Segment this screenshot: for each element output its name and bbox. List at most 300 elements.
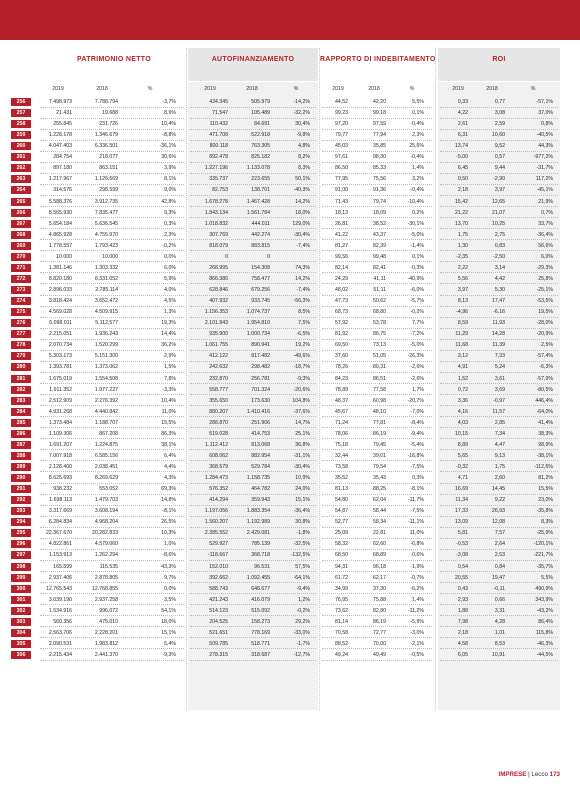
table-cell: 0,3%	[164, 220, 176, 227]
table-cell: -7,2%	[410, 331, 424, 338]
table-cell: -977,2%	[533, 154, 553, 161]
table-cell: 2,85	[494, 419, 505, 426]
table-cell: 1.479.703	[94, 497, 118, 504]
rank-badge: 271	[11, 264, 31, 272]
table-cell: -2,50	[493, 253, 505, 260]
table-cell: 1.224.875	[94, 441, 118, 448]
table-cell: 3,61	[494, 375, 505, 382]
rank-badge: 267	[11, 220, 31, 228]
table-cell: -6,3%	[539, 364, 553, 371]
table-cell: 18,0%	[161, 618, 176, 625]
table-cell: 359.943	[251, 497, 270, 504]
table-cell: 15,42	[455, 198, 468, 205]
table-cell: 2.785.114	[95, 287, 118, 294]
table-cell: 47,73	[335, 298, 348, 305]
table-cell: -31,1%	[293, 452, 310, 459]
group-title-indebitamento: RAPPORTO DI INDEBITAMENTO	[320, 56, 436, 63]
table-cell: 883.815	[251, 242, 270, 249]
table-cell: 0,57	[494, 154, 505, 161]
table-cell: 0,72	[457, 386, 468, 393]
table-cell: 3.317.669	[48, 508, 72, 515]
table-cell: 8.565.930	[48, 209, 72, 216]
table-cell: 2,5%	[541, 342, 553, 349]
rank-badge: 296	[11, 540, 31, 548]
group-title-roi: ROI	[492, 56, 506, 63]
table-cell: 701.324	[251, 386, 270, 393]
table-cell: -2,1%	[410, 640, 424, 647]
table-cell: 2,60	[494, 475, 505, 482]
table-cell: 81,2%	[538, 475, 553, 482]
table-cell: 8.625.693	[48, 475, 72, 482]
table-cell: -0,4%	[410, 154, 424, 161]
table-cell: 1.373.484	[48, 419, 72, 426]
table-cell: 1,30	[457, 242, 468, 249]
table-cell: 38,1%	[161, 441, 176, 448]
table-cell: 890.941	[251, 342, 270, 349]
table-cell: 4,03	[457, 419, 468, 426]
table-cell: 76,95	[335, 596, 348, 603]
rank-badge: 272	[11, 275, 31, 283]
table-cell: -5,0%	[410, 342, 424, 349]
table-cell: 2,9%	[164, 353, 176, 360]
table-cell: 10.000	[102, 253, 118, 260]
rank-badge: 286	[11, 430, 31, 438]
table-cell: 75,56	[373, 176, 386, 183]
table-cell: 1.911.352	[49, 386, 72, 393]
table-cell: 1.112.412	[205, 441, 228, 448]
table-cell: 62,04	[373, 497, 386, 504]
rank-badge: 261	[11, 153, 31, 161]
rank-badge: 266	[11, 209, 31, 217]
table-cell: 10.000	[56, 253, 72, 260]
table-cell: -18,7%	[293, 364, 310, 371]
table-cell: 61,72	[335, 574, 348, 581]
table-cell: 154.308	[251, 264, 270, 271]
table-cell: 8.269.629	[94, 475, 118, 482]
table-cell: 86,4%	[538, 618, 553, 625]
rank-badge: 284	[11, 408, 31, 416]
table-cell: 1,75	[457, 231, 468, 238]
table-cell: 414.294	[209, 497, 228, 504]
table-cell: 218.077	[99, 154, 118, 161]
rank-badge: 288	[11, 452, 31, 460]
table-cell: 4,22	[457, 110, 468, 117]
table-cell: 10,4%	[161, 397, 176, 404]
table-cell: 4,0%	[164, 287, 176, 294]
table-cell: 529.927	[209, 541, 228, 548]
table-cell: 9,22	[494, 497, 505, 504]
table-cell: 91,36	[373, 187, 386, 194]
group-divider	[319, 48, 320, 710]
table-cell: 53,78	[373, 320, 386, 327]
table-cell: 416.079	[251, 596, 270, 603]
table-cell: 86,19	[373, 618, 386, 625]
table-cell: -0,2%	[296, 607, 310, 614]
table-cell: -32,2%	[293, 110, 310, 117]
table-cell: 2,59	[494, 121, 505, 128]
table-cell: 6,05	[457, 652, 468, 658]
rank-badge: 275	[11, 308, 31, 316]
table-cell: 1.883.354	[246, 508, 270, 515]
table-cell: -14,2%	[293, 99, 310, 105]
table-cell: 421.243	[209, 596, 228, 603]
table-cell: -120,1%	[533, 541, 553, 548]
table-cell: 933.745	[251, 298, 270, 305]
table-cell: 1.534.916	[48, 607, 72, 614]
table-cell: 4,47	[494, 441, 505, 448]
table-cell: 2,64	[494, 541, 505, 548]
table-cell: 2.038.451	[94, 463, 118, 470]
table-cell: 43,37	[373, 231, 386, 238]
table-cell: 81,13	[335, 486, 348, 493]
table-cell: 58,34	[373, 519, 386, 526]
table-cell: 82,41	[373, 264, 386, 271]
table-cell: -0,97	[493, 397, 505, 404]
column-header: %	[147, 86, 153, 92]
table-row	[0, 495, 580, 505]
table-cell: 1.262.294	[94, 552, 118, 559]
table-cell: 368.718	[251, 552, 270, 559]
table-cell: 30,8%	[295, 519, 310, 526]
table-cell: 84.691	[254, 121, 270, 128]
rank-badge: 303	[11, 618, 31, 626]
table-row	[0, 163, 580, 173]
rank-badge: 298	[11, 563, 31, 571]
table-row	[0, 208, 580, 218]
table-cell: 6.284.834	[48, 519, 72, 526]
table-cell: 7,98	[457, 618, 468, 625]
table-cell: 71.547	[212, 110, 228, 117]
table-cell: 3,97	[494, 187, 505, 194]
table-cell: 115,8%	[535, 629, 553, 636]
table-cell: 72,77	[373, 629, 386, 636]
table-cell: -35,7%	[536, 563, 553, 570]
rank-badge: 270	[11, 253, 31, 261]
table-cell: 86,3%	[161, 430, 176, 437]
table-cell: 82.753	[212, 187, 228, 194]
table-cell: 2.070.734	[48, 342, 72, 349]
table-cell: 368.579	[209, 463, 228, 470]
table-cell: 3.652.472	[94, 298, 118, 305]
table-cell: 4,28	[494, 618, 505, 625]
footer-brand: IMPRESE	[498, 771, 527, 778]
table-cell: 12,08	[492, 519, 505, 526]
table-cell: -2,90	[493, 176, 505, 183]
table-cell: -5,0%	[410, 231, 424, 238]
table-cell: 13,70	[455, 220, 468, 227]
table-cell: 6,45	[457, 165, 468, 172]
table-cell: 37,0%	[538, 110, 553, 117]
table-cell: -7,4%	[296, 287, 310, 294]
rank-badge: 273	[11, 286, 31, 294]
table-cell: -221,7%	[533, 552, 553, 559]
table-cell: 4.931.268	[48, 408, 72, 415]
table-cell: 471.708	[209, 132, 228, 139]
table-cell: 86,19	[373, 430, 386, 437]
table-cell: 48,37	[335, 397, 348, 404]
row-separator	[440, 660, 558, 661]
table-cell: 14,7%	[295, 419, 310, 426]
table-cell: 138.701	[251, 187, 270, 194]
table-cell: 5,5%	[412, 99, 424, 105]
table-cell: 1.156.353	[204, 309, 228, 316]
table-cell: 996.072	[99, 607, 118, 614]
table-cell: 519.028	[209, 430, 228, 437]
table-cell: 4,4%	[164, 463, 176, 470]
table-cell: 2.896.033	[48, 287, 72, 294]
table-cell: 4.822.861	[48, 541, 72, 548]
table-row	[0, 108, 580, 118]
table-cell: 4.755.970	[94, 231, 118, 238]
table-cell: 77,95	[335, 176, 348, 183]
table-cell: 20.282.833	[92, 530, 118, 537]
table-cell: 33,7%	[538, 220, 553, 227]
table-cell: 21,22	[455, 209, 468, 216]
table-cell: 11,34	[455, 497, 468, 504]
rank-badge: 268	[11, 231, 31, 239]
table-cell: 15,1%	[161, 629, 176, 636]
table-cell: 2.128.400	[48, 463, 72, 470]
table-cell: 2.101.843	[204, 320, 228, 327]
table-cell: 6.336.501	[94, 143, 118, 150]
table-cell: 73,62	[335, 607, 348, 614]
table-cell: -26,3%	[407, 353, 424, 360]
table-cell: 85,33	[373, 165, 386, 172]
table-cell: 56,6%	[538, 242, 553, 249]
table-row	[0, 141, 580, 151]
table-cell: 897.180	[53, 165, 72, 172]
table-cell: 22,81	[373, 530, 386, 537]
table-cell: 38,3%	[538, 430, 553, 437]
table-cell: 2.441.370	[94, 652, 118, 658]
table-cell: 8,89	[457, 441, 468, 448]
group-divider	[435, 48, 436, 710]
table-cell: 2.090.531	[48, 640, 72, 647]
table-cell: -1,7%	[296, 640, 310, 647]
table-cell: 22.367.670	[46, 530, 72, 537]
table-cell: 5,56	[457, 275, 468, 282]
table-cell: 7,33	[494, 353, 505, 360]
table-cell: 14,28	[492, 331, 505, 338]
table-cell: 30,4%	[295, 121, 310, 128]
table-cell: 778.169	[251, 629, 270, 636]
table-cell: 48,10	[373, 408, 386, 415]
table-cell: 2,53	[494, 552, 505, 559]
table-cell: -6,5%	[296, 331, 310, 338]
header-bg-autofin	[188, 48, 318, 81]
table-cell: 2,93	[457, 596, 468, 603]
table-cell: 3.912.735	[94, 198, 118, 205]
table-cell: -8,8%	[162, 132, 176, 139]
table-row	[0, 241, 580, 251]
table-cell: 2,22	[457, 264, 468, 271]
rank-badge: 280	[11, 363, 31, 371]
table-cell: 0,3%	[412, 475, 424, 482]
table-cell: -4,96	[456, 309, 468, 316]
table-cell: -7,4%	[296, 242, 310, 249]
table-cell: 7,34	[494, 430, 505, 437]
table-row	[0, 484, 580, 494]
table-row	[0, 307, 580, 317]
table-cell: 52,77	[335, 519, 348, 526]
table-row	[0, 396, 580, 406]
table-cell: 5.112.577	[95, 320, 118, 327]
rank-badge: 262	[11, 164, 31, 172]
table-cell: -30,1%	[407, 220, 424, 227]
table-row	[0, 562, 580, 572]
table-cell: 57,92	[335, 320, 348, 327]
table-row	[0, 418, 580, 428]
table-cell: 104,8%	[292, 397, 310, 404]
table-row	[0, 252, 580, 262]
rank-badge: 259	[11, 131, 31, 139]
table-cell: 86,75	[373, 331, 386, 338]
table-cell: 5.303.173	[48, 353, 72, 360]
table-cell: 36,2%	[161, 342, 176, 349]
table-cell: 11,0%	[161, 408, 176, 415]
table-cell: 314.576	[53, 187, 72, 194]
table-row	[0, 517, 580, 527]
table-cell: 355.650	[209, 397, 228, 404]
table-cell: 98,30	[373, 154, 386, 161]
table-cell: 8,3%	[298, 165, 310, 172]
table-cell: 2.215.051	[48, 331, 72, 338]
table-cell: 4.968.204	[94, 519, 118, 526]
table-row	[0, 606, 580, 616]
table-cell: 62,60	[373, 541, 386, 548]
table-cell: 255.845	[53, 121, 72, 128]
table-cell: 98,9%	[538, 441, 553, 448]
table-cell: -5,00	[456, 154, 468, 161]
table-cell: 4,3%	[164, 475, 176, 482]
table-cell: 9,44	[494, 165, 505, 172]
table-cell: 1.793.423	[94, 242, 118, 249]
table-cell: 78,06	[335, 430, 348, 437]
table-cell: 38,52	[373, 220, 386, 227]
table-cell: 50,1%	[295, 176, 310, 183]
table-cell: 54,87	[335, 508, 348, 515]
table-cell: 99,18	[373, 110, 386, 117]
header-bg-patrimonio	[44, 48, 184, 81]
row-separator	[322, 660, 432, 661]
table-cell: 490,9%	[535, 585, 553, 592]
table-cell: 35,43	[373, 475, 386, 482]
table-cell: 1.843.134	[204, 209, 228, 216]
table-cell: 1,4%	[412, 165, 424, 172]
column-header: 2019	[52, 86, 64, 92]
table-cell: 813.068	[251, 441, 270, 448]
rank-badge: 289	[11, 463, 31, 471]
table-cell: 115.535	[99, 563, 118, 570]
table-cell: 7,5%	[298, 320, 310, 327]
table-cell: 21.431	[56, 110, 72, 117]
table-cell: 12.768.855	[92, 585, 118, 592]
column-header: 2018	[486, 86, 498, 92]
table-cell: 82,80	[373, 607, 386, 614]
table-cell: 0,1%	[412, 110, 424, 117]
table-cell: 256.781	[251, 375, 270, 382]
table-cell: 4.440.842	[94, 408, 118, 415]
table-cell: 99,56	[335, 253, 348, 260]
table-cell: 521.651	[209, 629, 228, 636]
table-cell: 0,43	[457, 585, 468, 592]
table-cell: 77,58	[373, 386, 386, 393]
table-row	[0, 528, 580, 538]
rank-badge: 297	[11, 551, 31, 559]
table-cell: 86,50	[335, 165, 348, 172]
table-cell: 628.846	[209, 287, 228, 294]
table-cell: -57,9%	[536, 375, 553, 382]
table-cell: -53,5%	[536, 298, 553, 305]
table-cell: 29,2%	[295, 618, 310, 625]
table-cell: 25,09	[335, 530, 348, 537]
table-cell: 58,44	[373, 508, 386, 515]
table-cell: 84,23	[335, 375, 348, 382]
table-cell: 58,32	[335, 541, 348, 548]
table-cell: -5,9%	[410, 618, 424, 625]
table-cell: -12,7%	[293, 652, 310, 658]
table-cell: 1,5%	[164, 364, 176, 371]
table-cell: 24,29	[335, 275, 348, 282]
table-cell: 4,5%	[164, 298, 176, 305]
table-cell: -57,1%	[536, 99, 553, 105]
table-cell: 882.954	[251, 452, 270, 459]
table-cell: -0,2%	[162, 242, 176, 249]
table-cell: 30,6%	[161, 154, 176, 161]
table-cell: 553.052	[99, 486, 118, 493]
table-cell: 5.151.300	[94, 353, 118, 360]
table-cell: 515.092	[251, 607, 270, 614]
table-cell: 36,8%	[295, 441, 310, 448]
table-row	[0, 285, 580, 295]
rank-badge: 304	[11, 629, 31, 637]
table-cell: 8,3%	[541, 519, 553, 526]
table-cell: 1.691.207	[48, 441, 72, 448]
table-cell: 13,09	[455, 519, 468, 526]
table-cell: 4,42	[494, 275, 505, 282]
table-cell: 3.039.190	[48, 596, 72, 603]
table-cell: 45,03	[335, 143, 348, 150]
table-cell: 0,77	[494, 99, 505, 105]
table-cell: -7,0%	[410, 408, 424, 415]
table-cell: 48,02	[335, 287, 348, 294]
table-cell: 5,5%	[541, 574, 553, 581]
table-cell: -0,53	[456, 541, 468, 548]
table-cell: 232.870	[209, 375, 228, 382]
rank-badge: 257	[11, 109, 31, 117]
table-cell: 73,58	[335, 463, 348, 470]
rank-badge: 306	[11, 651, 31, 659]
table-cell: 23,0%	[538, 497, 553, 504]
table-cell: 78,26	[335, 364, 348, 371]
table-cell: 25,6%	[409, 143, 424, 150]
table-cell: -38,1%	[536, 452, 553, 459]
table-cell: 1.126.569	[94, 176, 118, 183]
table-cell: -0,4%	[410, 187, 424, 194]
table-cell: 7.498.973	[48, 99, 72, 105]
table-cell: 1.109.306	[48, 430, 72, 437]
table-cell: 39,01	[373, 452, 386, 459]
table-cell: -28,0%	[536, 320, 553, 327]
table-row	[0, 130, 580, 140]
table-cell: 25,8%	[538, 275, 553, 282]
table-cell: 576.352	[209, 486, 228, 493]
table-cell: 1.561.784	[246, 209, 270, 216]
table-cell: 0,33	[457, 99, 468, 105]
table-cell: 648.677	[251, 585, 270, 592]
table-cell: 165.599	[53, 563, 72, 570]
table-cell: 51,05	[373, 353, 386, 360]
